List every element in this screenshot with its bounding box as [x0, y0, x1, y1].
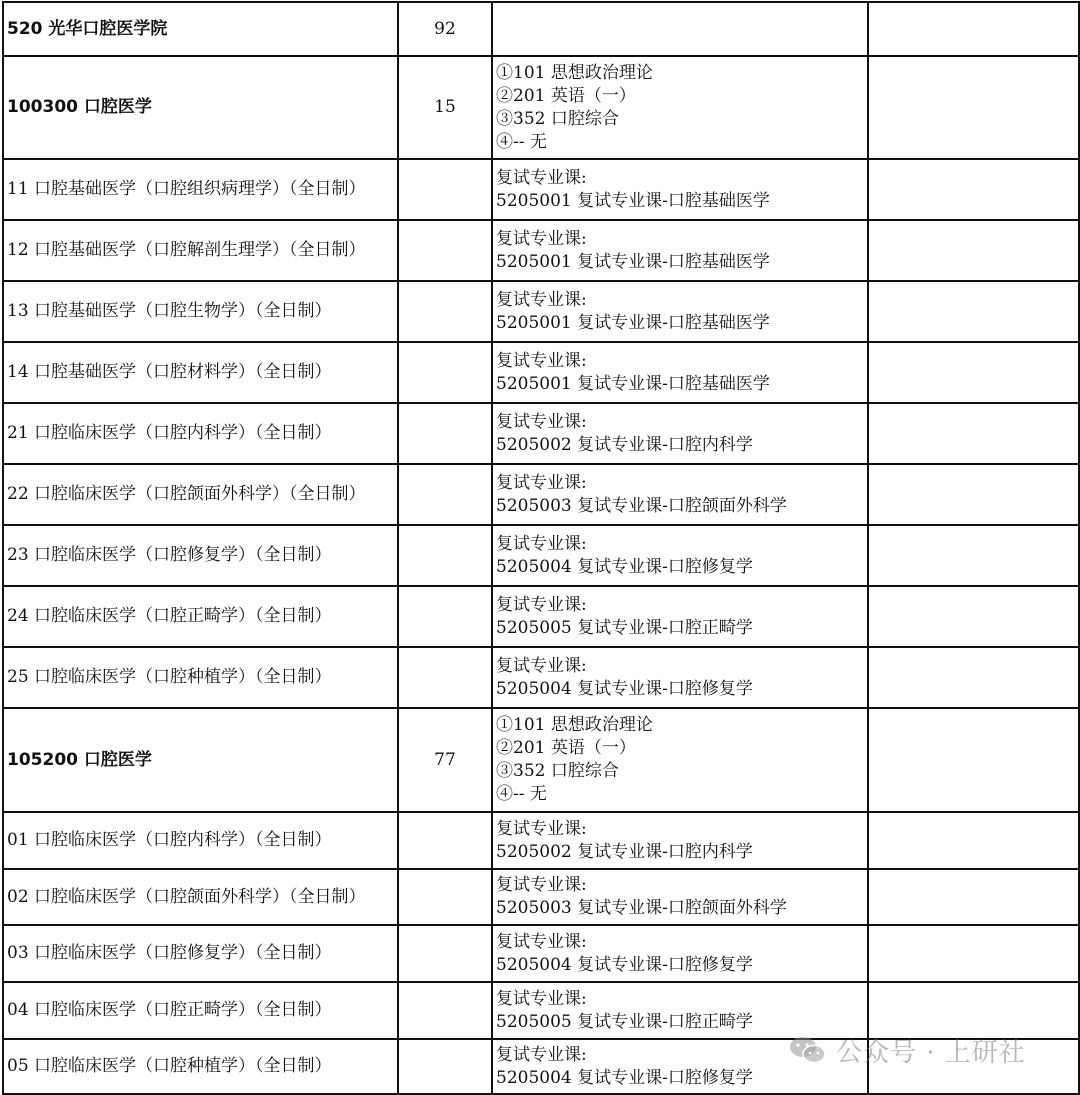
table-row	[3, 586, 1079, 647]
exam-subjects-cell	[492, 2, 868, 56]
enrollment-count-cell	[398, 812, 492, 869]
exam-subjects-cell	[492, 281, 868, 342]
exam-subject-line: 5205002 复试专业课-口腔内科学	[496, 434, 753, 455]
watermark	[788, 1030, 1026, 1070]
enrollment-count-cell	[398, 281, 492, 342]
exam-subject-line: 复试专业课:	[496, 818, 587, 839]
notes-cell	[868, 647, 1079, 708]
enrollment-count-cell	[398, 342, 492, 403]
exam-subject-line: ②201 英语（一）	[496, 85, 636, 106]
enrollment-count-cell	[398, 925, 492, 982]
table-row	[3, 869, 1079, 925]
table-row	[3, 647, 1079, 708]
exam-subjects-cell	[492, 708, 868, 812]
notes-cell	[868, 342, 1079, 403]
notes-cell	[868, 281, 1079, 342]
notes-cell	[868, 220, 1079, 281]
exam-subject-line: 5205004 复试专业课-口腔修复学	[496, 678, 753, 699]
enrollment-count-cell	[398, 525, 492, 586]
admissions-table	[2, 1, 1080, 1095]
exam-subjects-cell	[492, 342, 868, 403]
enrollment-count-cell	[398, 403, 492, 464]
program-name-cell: 25 口腔临床医学（口腔种植学）（全日制）	[3, 647, 398, 708]
program-name-cell: 22 口腔临床医学（口腔颌面外科学）（全日制）	[3, 464, 398, 525]
program-name-cell: 05 口腔临床医学（口腔种植学）（全日制）	[3, 1039, 398, 1094]
notes-cell	[868, 159, 1079, 220]
exam-subjects-cell	[492, 220, 868, 281]
program-name-cell: 520 光华口腔医学院	[3, 2, 398, 56]
exam-subject-line: 复试专业课:	[496, 289, 587, 310]
enrollment-count-cell	[398, 464, 492, 525]
exam-subject-line: ③352 口腔综合	[496, 108, 619, 129]
table-row	[3, 56, 1079, 159]
program-name-cell: 24 口腔临床医学（口腔正畸学）（全日制）	[3, 586, 398, 647]
exam-subjects-cell	[492, 159, 868, 220]
exam-subjects-cell	[492, 586, 868, 647]
program-name-cell: 14 口腔基础医学（口腔材料学）（全日制）	[3, 342, 398, 403]
notes-cell	[868, 403, 1079, 464]
program-name-cell: 01 口腔临床医学（口腔内科学）（全日制）	[3, 812, 398, 869]
enrollment-count-cell	[398, 647, 492, 708]
exam-subject-line: 5205004 复试专业课-口腔修复学	[496, 1067, 753, 1088]
exam-subject-line: 复试专业课:	[496, 931, 587, 952]
table-row	[3, 925, 1079, 982]
enrollment-count-cell: 77	[398, 708, 492, 812]
exam-subject-line: ③352 口腔综合	[496, 761, 619, 781]
table-row	[3, 342, 1079, 403]
notes-cell	[868, 586, 1079, 647]
exam-subject-line: 复试专业课:	[496, 411, 587, 432]
wechat-icon	[788, 1035, 828, 1065]
exam-subject-line: 5205002 复试专业课-口腔内科学	[496, 841, 753, 862]
exam-subjects-cell	[492, 812, 868, 869]
program-name-cell: 02 口腔临床医学（口腔颌面外科学）（全日制）	[3, 869, 398, 925]
program-name-cell: 03 口腔临床医学（口腔修复学）（全日制）	[3, 925, 398, 982]
exam-subject-line: ②201 英语（一）	[496, 738, 636, 758]
program-name-cell: 23 口腔临床医学（口腔修复学）（全日制）	[3, 525, 398, 586]
notes-cell	[868, 708, 1079, 812]
exam-subject-line: 复试专业课:	[496, 472, 587, 493]
exam-subject-line: 5205004 复试专业课-口腔修复学	[496, 556, 753, 577]
exam-subject-line: ①101 思想政治理论	[496, 62, 653, 83]
exam-subject-line: 复试专业课:	[496, 350, 587, 371]
watermark-text: 公众号 · 上研社	[836, 1037, 1026, 1068]
exam-subject-line: 复试专业课:	[496, 594, 587, 615]
enrollment-count-cell	[398, 869, 492, 925]
table-row	[3, 220, 1079, 281]
enrollment-count-cell: 92	[398, 2, 492, 56]
table-row	[3, 525, 1079, 586]
notes-cell	[868, 812, 1079, 869]
exam-subject-line: 复试专业课:	[496, 533, 587, 554]
exam-subject-line: 复试专业课:	[496, 655, 587, 676]
exam-subjects-cell	[492, 464, 868, 525]
exam-subject-line: 5205003 复试专业课-口腔颌面外科学	[496, 495, 787, 516]
enrollment-count-cell	[398, 982, 492, 1039]
exam-subject-line: 5205004 复试专业课-口腔修复学	[496, 954, 753, 975]
exam-subject-line: 复试专业课:	[496, 167, 587, 188]
exam-subjects-cell	[492, 56, 868, 159]
program-name-cell: 105200 口腔医学	[3, 708, 398, 812]
exam-subject-line: 5205001 复试专业课-口腔基础医学	[496, 373, 770, 394]
program-name-cell: 21 口腔临床医学（口腔内科学）（全日制）	[3, 403, 398, 464]
notes-cell	[868, 925, 1079, 982]
notes-cell	[868, 869, 1079, 925]
table-row	[3, 708, 1079, 812]
enrollment-count-cell: 15	[398, 56, 492, 159]
exam-subject-line: 复试专业课:	[496, 1044, 587, 1065]
enrollment-count-cell	[398, 220, 492, 281]
notes-cell	[868, 2, 1079, 56]
exam-subjects-cell	[492, 525, 868, 586]
exam-subject-line: 复试专业课:	[496, 875, 587, 895]
exam-subjects-cell	[492, 403, 868, 464]
table-row	[3, 281, 1079, 342]
exam-subject-line: 5205005 复试专业课-口腔正畸学	[496, 617, 753, 638]
program-name-cell: 13 口腔基础医学（口腔生物学）（全日制）	[3, 281, 398, 342]
exam-subject-line: 复试专业课:	[496, 228, 587, 249]
notes-cell	[868, 525, 1079, 586]
table-row	[3, 812, 1079, 869]
exam-subject-line: ①101 思想政治理论	[496, 715, 653, 735]
exam-subjects-cell	[492, 869, 868, 925]
exam-subject-line: 5205001 复试专业课-口腔基础医学	[496, 312, 770, 333]
table-row	[3, 2, 1079, 56]
table-row	[3, 159, 1079, 220]
table-row	[3, 403, 1079, 464]
enrollment-count-cell	[398, 586, 492, 647]
program-name-cell: 11 口腔基础医学（口腔组织病理学）（全日制）	[3, 159, 398, 220]
exam-subject-line: 5205005 复试专业课-口腔正畸学	[496, 1011, 753, 1032]
exam-subjects-cell	[492, 925, 868, 982]
exam-subject-line: ④-- 无	[496, 784, 547, 804]
exam-subject-line: 5205003 复试专业课-口腔颌面外科学	[496, 898, 787, 918]
exam-subject-line: ④-- 无	[496, 131, 547, 152]
program-name-cell: 100300 口腔医学	[3, 56, 398, 159]
exam-subject-line: 5205001 复试专业课-口腔基础医学	[496, 190, 770, 211]
exam-subject-line: 5205001 复试专业课-口腔基础医学	[496, 251, 770, 272]
program-name-cell: 12 口腔基础医学（口腔解剖生理学）（全日制）	[3, 220, 398, 281]
table-row	[3, 464, 1079, 525]
exam-subjects-cell	[492, 647, 868, 708]
enrollment-count-cell	[398, 159, 492, 220]
program-name-cell: 04 口腔临床医学（口腔正畸学）（全日制）	[3, 982, 398, 1039]
exam-subject-line: 复试专业课:	[496, 988, 587, 1009]
enrollment-count-cell	[398, 1039, 492, 1094]
notes-cell	[868, 464, 1079, 525]
notes-cell	[868, 56, 1079, 159]
